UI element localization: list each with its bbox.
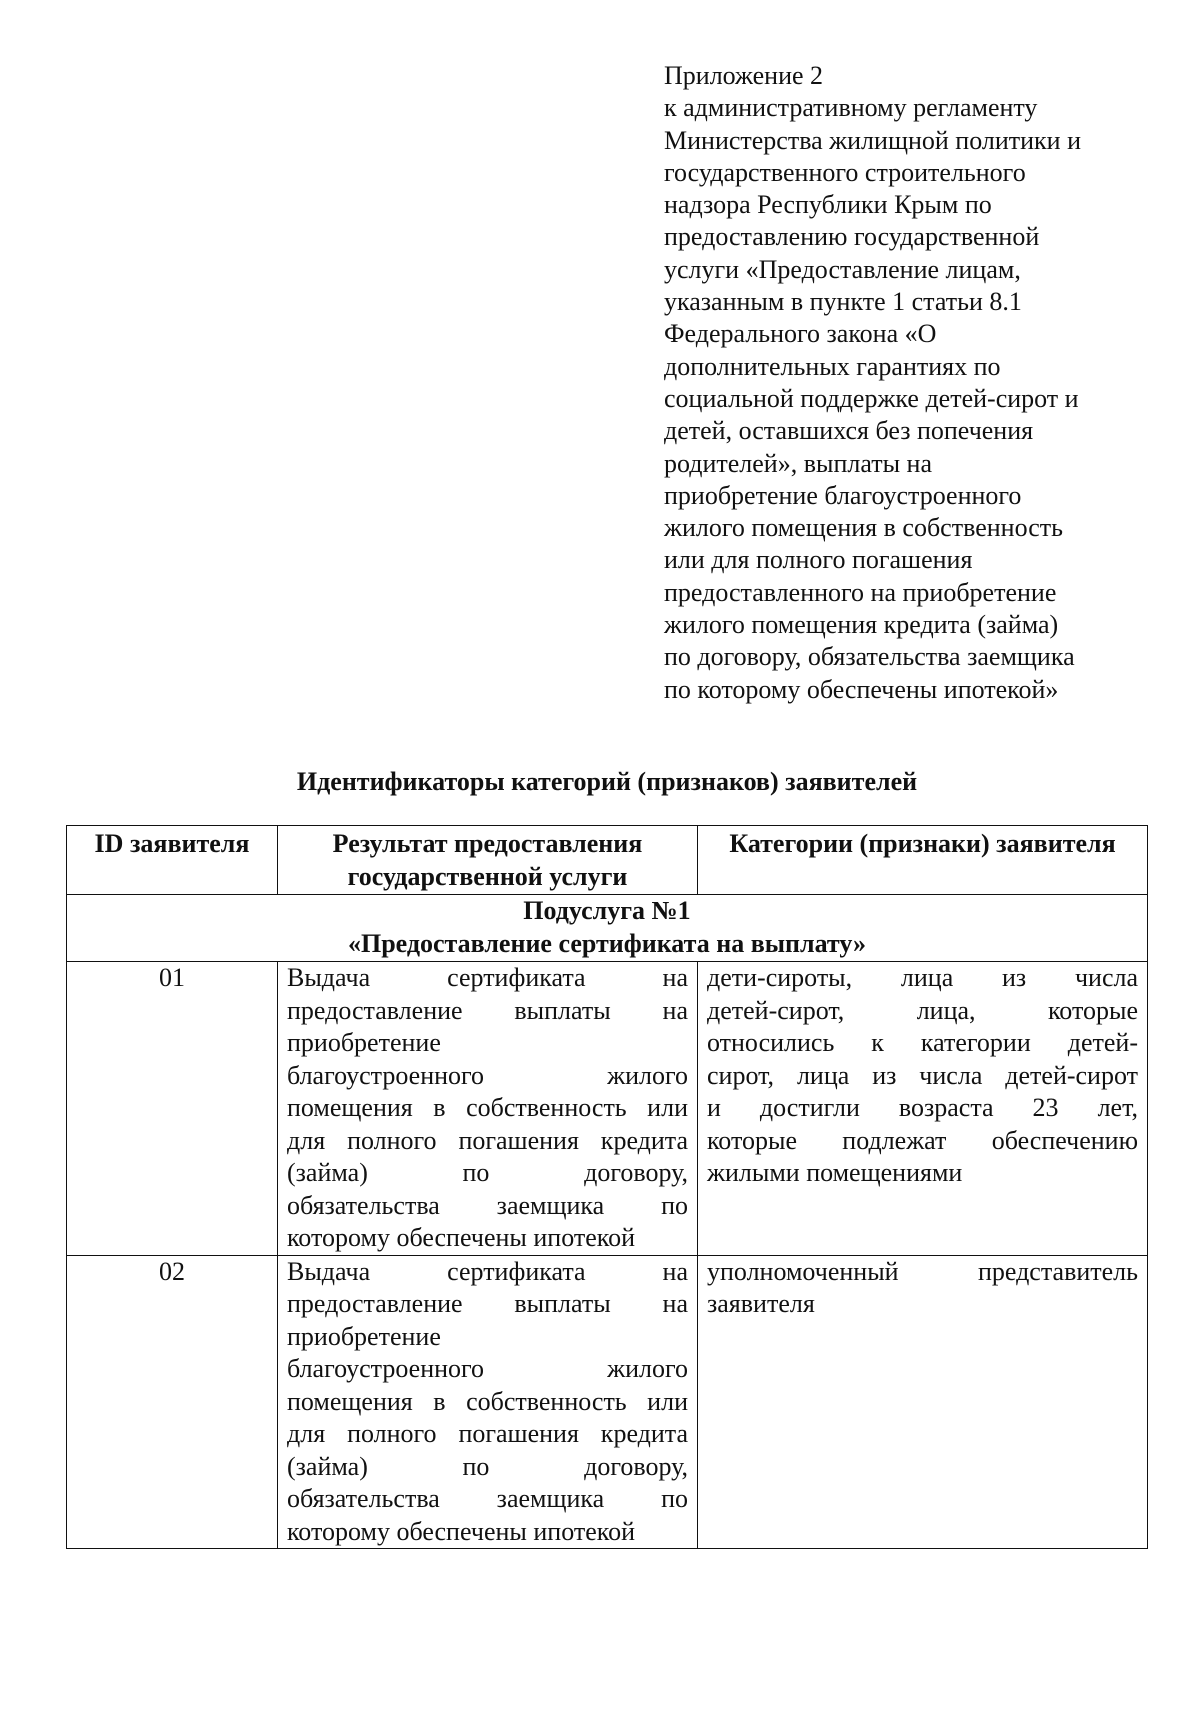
row-category [698, 962, 1148, 1256]
category-line: которые подлежат обеспечению [707, 1125, 1138, 1155]
table-row [67, 962, 1148, 1256]
annex-line: или для полного погашения [664, 545, 973, 575]
category-line: детей-сирот, лица, которые [707, 995, 1138, 1025]
annex-line: предоставленного на приобретение [664, 577, 1057, 607]
result-line: благоустроенного жилого [287, 1060, 688, 1090]
category-line: и достигли возраста 23 лет, [707, 1093, 1138, 1122]
annex-line: жилого помещения в собственность [664, 513, 1063, 543]
result-line: предоставление выплаты на [287, 995, 688, 1025]
subservice-title: «Предоставление сертификата на выплату» [347, 928, 867, 958]
category-line: уполномоченный представитель [707, 1256, 1138, 1286]
annex-line: дополнительных гарантиях по [664, 351, 1001, 381]
result-line: (займа) по договору, [287, 1158, 688, 1187]
row-category [698, 1255, 1148, 1549]
result-line: обязательства заемщика по [287, 1484, 688, 1513]
category-line: заявителя [707, 1289, 815, 1318]
result-line: помещения в собственность или [287, 1093, 688, 1122]
annex-line: Федерального закона «О [664, 319, 937, 349]
annex-line: по договору, обязательства заемщика [664, 642, 1075, 672]
annex-line: к административному регламенту [664, 93, 1038, 123]
annex-line: социальной поддержке детей-сирот и [664, 383, 1079, 413]
table-row [67, 1255, 1148, 1549]
subservice-cell [67, 895, 1148, 962]
result-line: приобретение [287, 1321, 441, 1351]
header-id: ID заявителя [67, 826, 278, 895]
category-line: дети-сироты, лица из числа [707, 963, 1138, 992]
category-line: жилыми помещениями [707, 1158, 963, 1187]
annex-header [664, 60, 1164, 706]
annex-line: предоставлению государственной [664, 222, 1040, 252]
row-id: 02 [67, 1255, 278, 1549]
result-line: которому обеспечены ипотекой [287, 1516, 635, 1546]
result-line: Выдача сертификата на [287, 1256, 688, 1286]
result-line: обязательства заемщика по [287, 1190, 688, 1220]
subservice-row [67, 895, 1148, 962]
result-line: для полного погашения кредита [287, 1419, 688, 1448]
row-id: 01 [67, 962, 278, 1256]
category-line: сирот, лица из числа детей-сирот [707, 1060, 1138, 1090]
annex-line: приобретение благоустроенного [664, 480, 1022, 510]
result-line: помещения в собственность или [287, 1386, 688, 1416]
annex-line: жилого помещения кредита (займа) [664, 610, 1059, 640]
result-line: приобретение [287, 1028, 441, 1057]
result-line: благоустроенного жилого [287, 1354, 688, 1383]
annex-line: родителей», выплаты на [664, 448, 933, 478]
annex-line: Приложение 2 [664, 61, 824, 90]
document-title: Идентификаторы категорий (признаков) заявителей [296, 767, 918, 796]
result-line: которому обеспечены ипотекой [287, 1223, 635, 1252]
result-line: для полного погашения кредита [287, 1125, 688, 1155]
result-line: Выдача сертификата на [287, 963, 688, 992]
header-result: Результат предоставления государственной услуги [278, 826, 698, 895]
annex-line: указанным в пункте 1 статьи 8.1 [664, 287, 1022, 317]
applicant-categories-table [66, 825, 1148, 1549]
result-line: (займа) по договору, [287, 1451, 688, 1481]
row-result [278, 962, 698, 1256]
category-line: относились к категории детей- [707, 1028, 1138, 1057]
table-header-row [67, 826, 1148, 895]
subservice-name: Подуслуга №1 [523, 896, 691, 925]
header-category: Категории (признаки) заявителя [698, 826, 1148, 895]
annex-line: надзора Республики Крым по [664, 190, 992, 220]
result-line: предоставление выплаты на [287, 1289, 688, 1318]
annex-line: услуги «Предоставление лицам, [664, 254, 1021, 284]
annex-line: по которому обеспечены ипотекой» [664, 674, 1059, 704]
annex-line: детей, оставшихся без попечения [664, 416, 1034, 446]
annex-line: Министерства жилищной политики и [664, 125, 1081, 155]
annex-line: государственного строительного [664, 157, 1026, 187]
row-result [278, 1255, 698, 1549]
